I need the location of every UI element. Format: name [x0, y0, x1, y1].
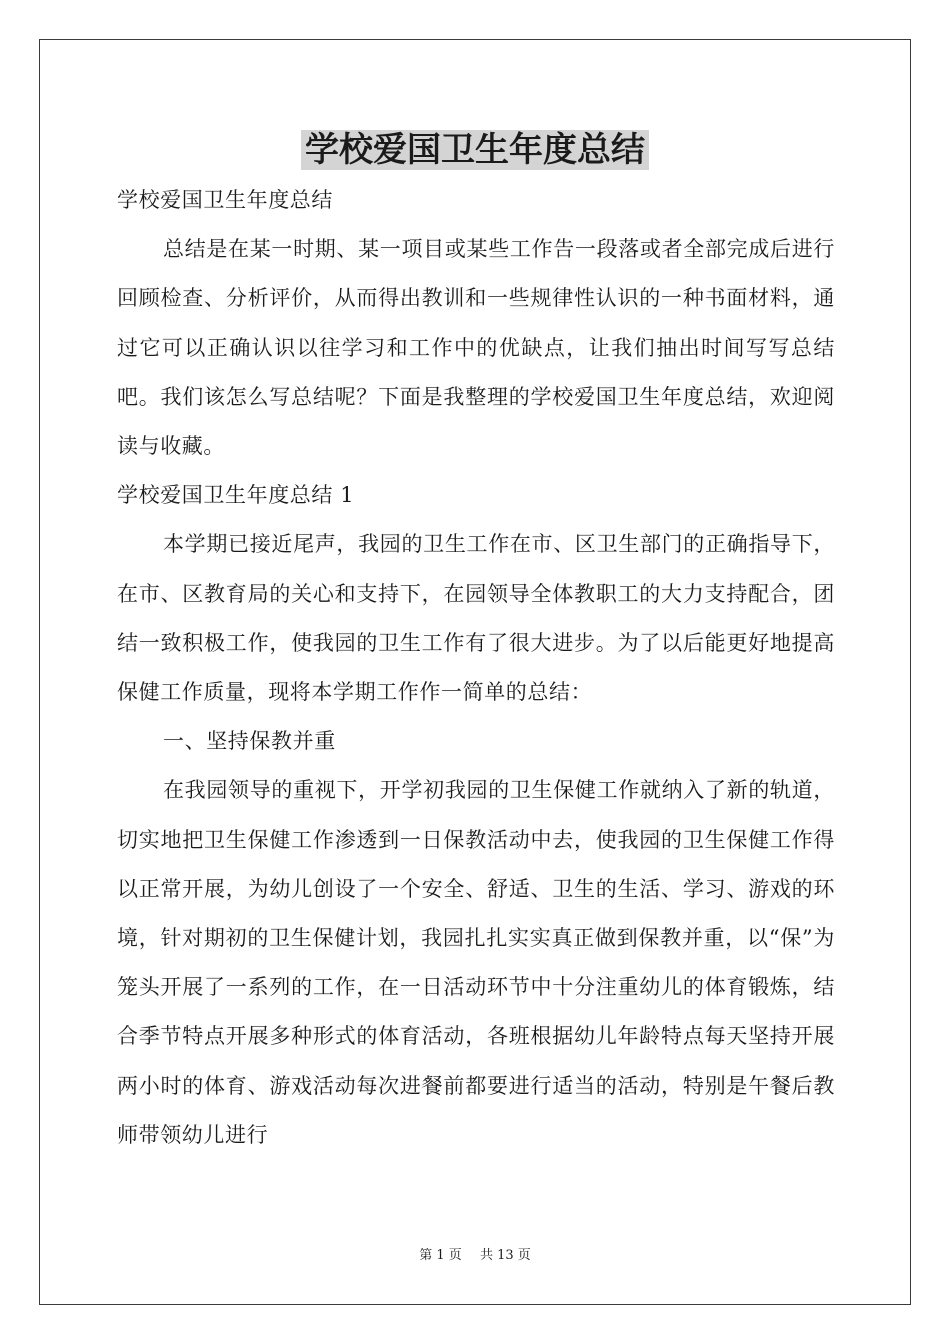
page-footer	[0, 1246, 950, 1266]
page-total: 共 13 页	[479, 1248, 531, 1263]
body-paragraph: 本学期已接近尾声，我园的卫生工作在市、区卫生部门的正确指导下，在市、区教育局的关心和支持下，在园领导全体教职工的大力支持配合，团结一致积极工作，使我园的卫生工作有了很大进步。为了以后能更好地提高保健工作质量，现将本学期工作作一简单的总结：	[117, 532, 835, 705]
body-paragraph: 在我园领导的重视下，开学初我园的卫生保健工作就纳入了新的轨道，切实地把卫生保健工作渗透到一日保教活动中去，使我园的卫生保健工作得以正常开展，为幼儿创设了一个安全、舒适、卫生的生活、学习、游戏的环境，针对期初的卫生保健计划，我园扎扎实实真正做到保教并重，以“保”为笼头开展了一系列的工作，在一日活动环节中十分注重幼儿的体育锻炼，结合季节特点开展多种形式的体育活动，各班根据幼儿年龄特点每天坚持开展两小时的体育、游戏活动每次进餐前都要进行适当的活动，特别是午餐后教师带领幼儿进行	[117, 778, 835, 1147]
document-title	[0, 125, 950, 175]
section-heading-1: 学校爱国卫生年度总结 1	[117, 483, 355, 508]
page-number: 第 1 页	[419, 1248, 462, 1263]
document-title-text: 学校爱国卫生年度总结	[301, 130, 649, 170]
intro-paragraph: 总结是在某一时期、某一项目或某些工作告一段落或者全部完成后进行回顾检查、分析评价，从而得出教训和一些规律性认识的一种书面材料，通过它可以正确认识以往学习和工作中的优缺点，让我们抽出时间写写总结吧。我们该怎么写总结呢？下面是我整理的学校爱国卫生年度总结，欢迎阅读与收藏。	[117, 237, 835, 459]
subtitle-line: 学校爱国卫生年度总结	[117, 188, 333, 212]
document-body	[117, 176, 835, 1160]
sub-heading: 一、坚持保教并重	[163, 729, 336, 754]
